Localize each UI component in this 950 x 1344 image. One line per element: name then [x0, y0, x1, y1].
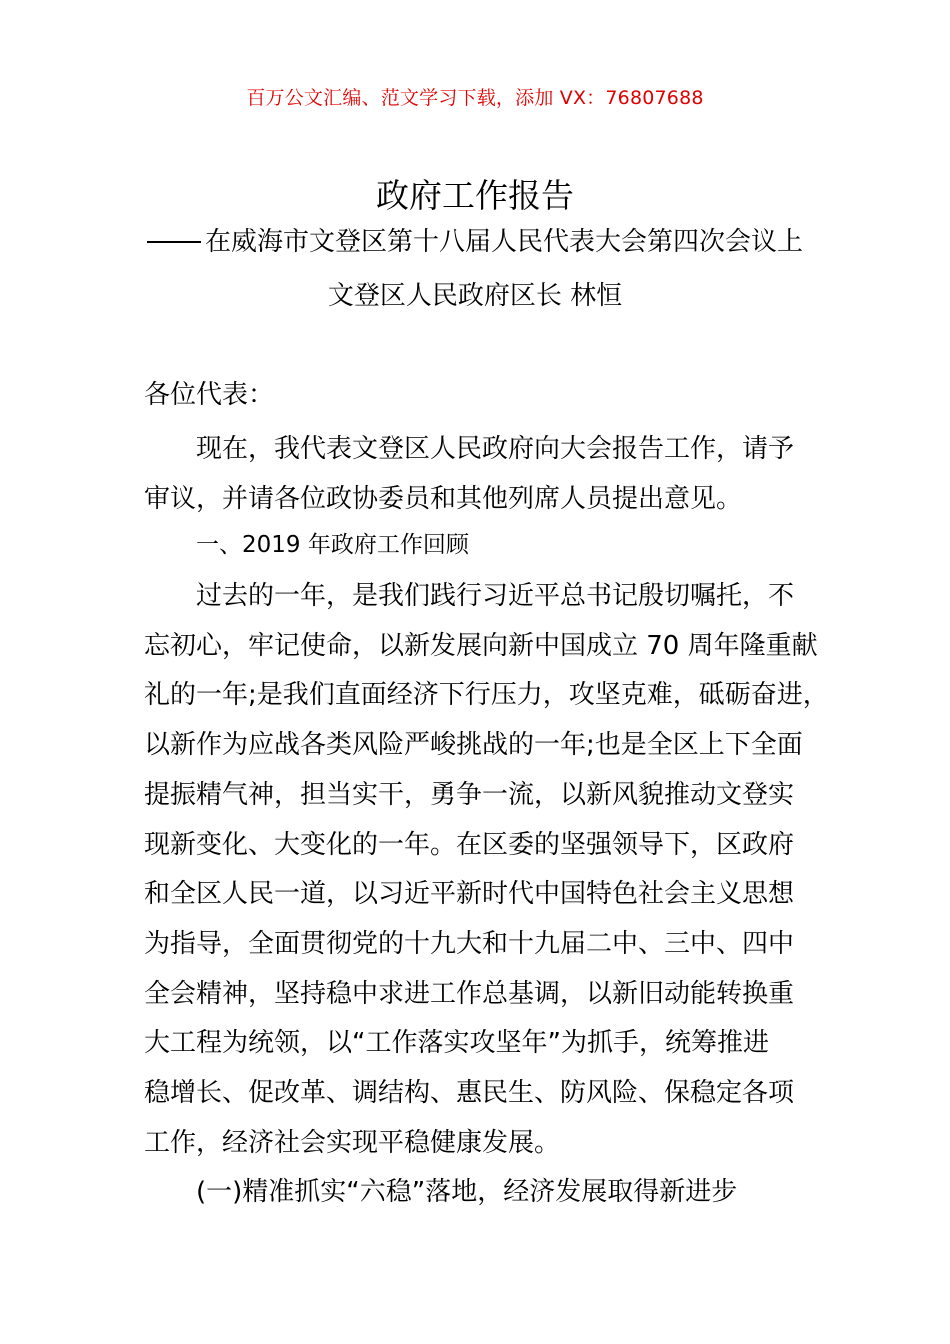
document-author: 文登区人民政府区长 林恒	[327, 281, 623, 311]
paragraph-line: 现在，我代表文登区人民政府向大会报告工作，请予	[196, 434, 795, 464]
paragraph-line: 提振精气神，担当实干，勇争一流，以新风貌推动文登实	[144, 779, 795, 810]
document-subtitle-row	[0, 222, 950, 262]
paragraph-line: 大工程为统领，以“工作落实攻坚年”为抓手，统筹推进	[144, 1028, 769, 1059]
paragraph-line: 过去的一年，是我们践行习近平总书记殷切嘱托，不	[196, 581, 795, 611]
paragraph-line: 全会精神，坚持稳中求进工作总基调，以新旧动能转换重	[144, 978, 795, 1009]
paragraph-line: 以新作为应战各类风险严峻挑战的一年;也是全区上下全面	[144, 730, 803, 761]
paragraph-line: 礼的一年;是我们直面经济下行压力，攻坚克难，砥砺奋进，	[144, 680, 829, 711]
paragraph-line: 和全区人民一道，以习近平新时代中国特色社会主义思想	[144, 879, 795, 910]
paragraph-line: 工作，经济社会实现平稳健康发展。	[144, 1127, 561, 1158]
document-title: 政府工作报告	[376, 176, 574, 215]
em-dash-line	[147, 241, 201, 243]
subsection-heading: (一)精准抓实“六稳”落地，经济发展取得新进步	[196, 1177, 738, 1207]
salutation: 各位代表：	[144, 380, 275, 410]
paragraph-line: 为指导，全面贯彻党的十九大和十九届二中、三中、四中	[144, 928, 795, 959]
paragraph-line: 稳增长、促改革、调结构、惠民生、防风险、保稳定各项	[144, 1078, 795, 1109]
intro-paragraph	[144, 425, 834, 524]
section-heading: 一、2019 年政府工作回顾	[196, 532, 469, 558]
paragraph-line: 忘初心，牢记使命，以新发展向新中国成立 70 周年隆重献	[144, 630, 818, 661]
paragraph-line: 现新变化、大变化的一年。在区委的坚强领导下，区政府	[144, 829, 795, 860]
paragraph-line: 审议，并请各位政协委员和其他列席人员提出意见。	[144, 483, 743, 514]
review-paragraph	[144, 572, 834, 1168]
document-subtitle: 在威海市文登区第十八届人民代表大会第四次会议上	[204, 227, 803, 257]
watermark-text: 百万公文汇编、范文学习下载，添加 VX：76807688	[246, 87, 704, 109]
